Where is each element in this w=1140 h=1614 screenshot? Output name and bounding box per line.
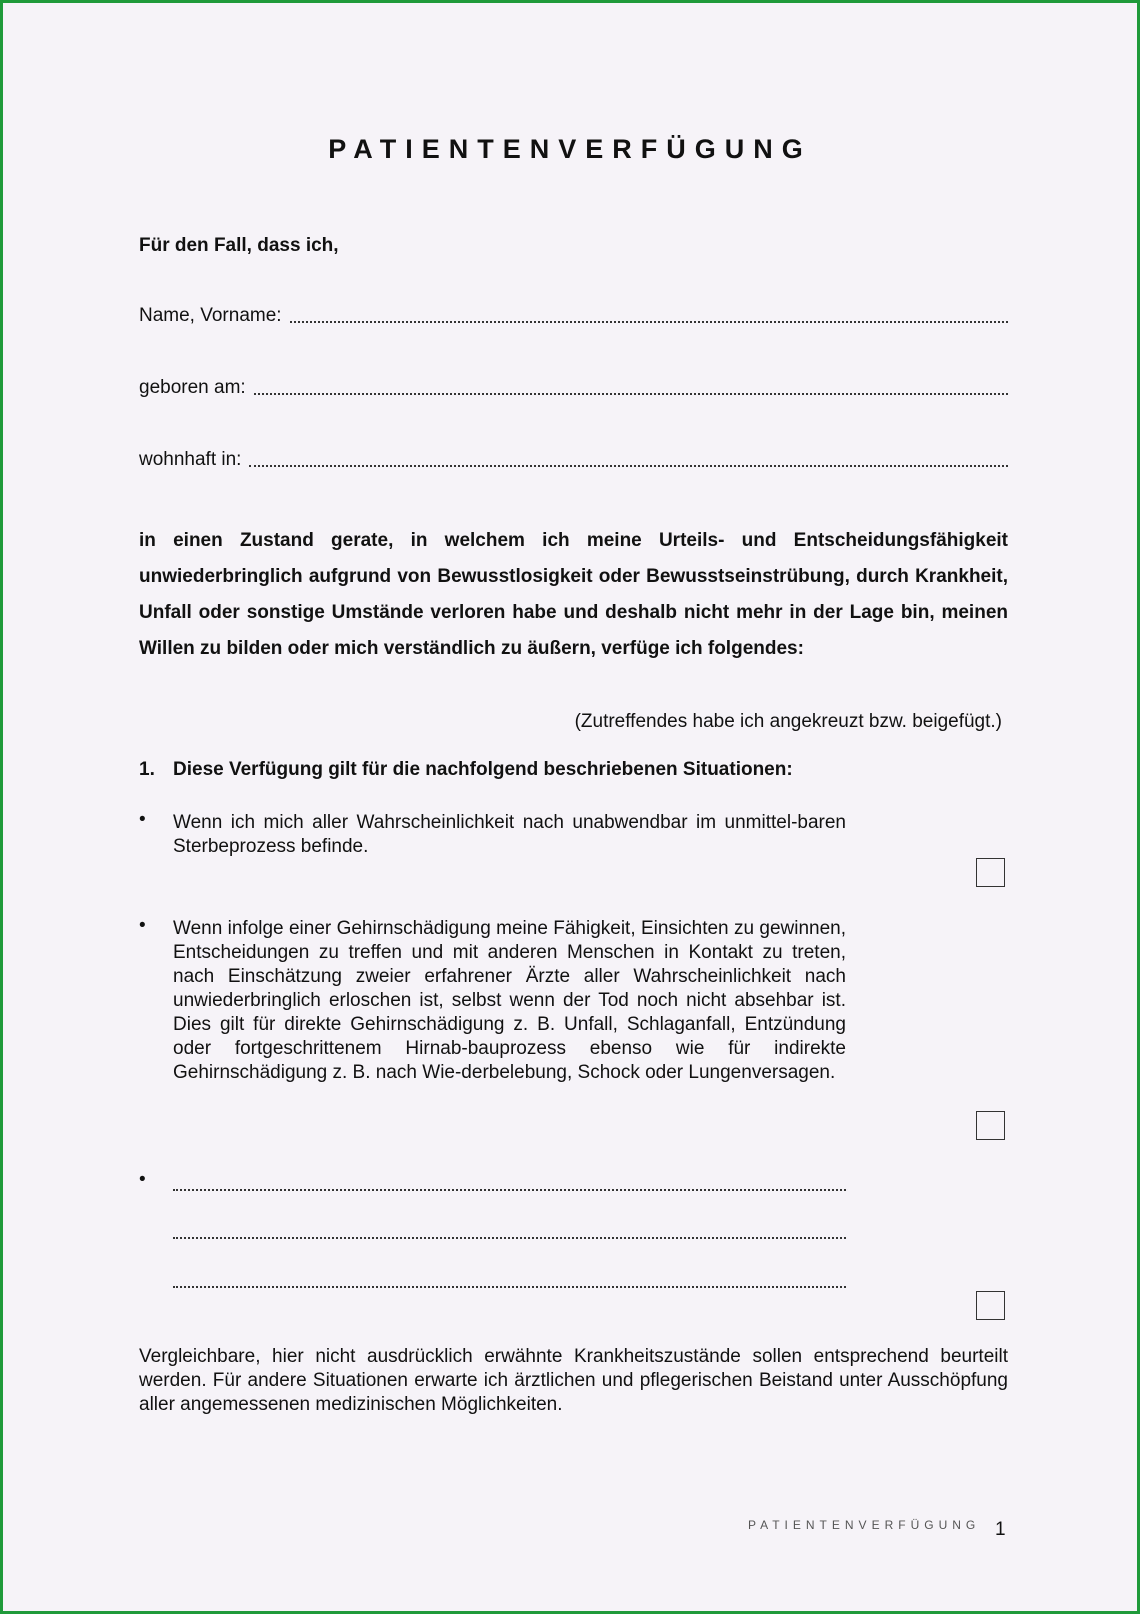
name-label: Name, Vorname:	[139, 305, 282, 326]
birthdate-field[interactable]	[139, 377, 1008, 399]
condition-paragraph: in einen Zustand gerate, in welchem ich meine Urteils- und Entscheidungsfähigkeit unwiederbringlich aufgrund von Bewusstlosigkeit oder Bewusstseinstrübung, durch Krankheit, Unfall oder sonstige Umstände verloren habe und deshalb nicht mehr in der Lage bin, meinen Willen zu bilden oder mich verständlich zu äußern, verfüge ich folgendes:	[139, 530, 1008, 659]
page-number: 1	[995, 1519, 1006, 1540]
residence-dotted-line[interactable]	[249, 464, 1008, 467]
situation-3-checkbox[interactable]	[976, 1291, 1005, 1320]
bullet-marker: •	[139, 1169, 146, 1190]
custom-situation-line-3[interactable]	[173, 1285, 846, 1288]
section-heading-text: Diese Verfügung gilt für die nachfolgend beschriebenen Situationen:	[173, 759, 793, 780]
document-title: PATIENTENVERFÜGUNG	[328, 134, 812, 164]
birthdate-label: geboren am:	[139, 377, 246, 398]
closing-paragraph: Vergleichbare, hier nicht ausdrücklich erwähnte Krankheitszustände sollen entsprechend beurteilt werden. Für andere Situationen erwarte ich ärztlichen und pflegerischen Beistand unter Ausschöpfung aller angemessenen medizinischen Möglichkeiten.	[139, 1346, 1008, 1415]
situation-1-checkbox[interactable]	[976, 858, 1005, 887]
name-dotted-line[interactable]	[290, 320, 1008, 323]
birthdate-dotted-line[interactable]	[254, 392, 1008, 395]
situation-2-checkbox[interactable]	[976, 1111, 1005, 1140]
section-1-heading	[139, 759, 793, 781]
residence-field[interactable]	[139, 449, 1008, 471]
situation-item-2: Wenn infolge einer Gehirnschädigung meine Fähigkeit, Einsichten zu gewinnen, Entscheidungen zu treffen und mit anderen Menschen in Kontakt zu treten, nach Einschätzung zweier erfahrener Ärzte aller Wahrscheinlichkeit nach unwiederbringlich erloschen ist, selbst wenn der Tod noch nicht absehbar ist. Dies gilt für direkte Gehirnschädigung z. B. Unfall, Schlaganfall, Entzündung oder fortgeschrittenem Hirnab-bauprozess ebenso wie für indirekte Gehirnschädigung z. B. nach Wie-derbelebung, Schock oder Lungenversagen.	[173, 918, 846, 1083]
running-footer-title: PATIENTENVERFÜGUNG	[748, 1518, 981, 1532]
instruction-note: (Zutreffendes habe ich angekreuzt bzw. beigefügt.)	[574, 711, 1002, 732]
section-number: 1.	[139, 759, 155, 780]
intro-text: Für den Fall, dass ich,	[139, 235, 339, 256]
custom-situation-line-2[interactable]	[173, 1236, 846, 1239]
bullet-marker: •	[139, 809, 146, 830]
residence-label: wohnhaft in:	[139, 449, 242, 470]
custom-situation-line-1[interactable]	[173, 1188, 846, 1191]
bullet-marker: •	[139, 915, 146, 936]
name-field[interactable]	[139, 305, 1008, 327]
situation-item-1: Wenn ich mich aller Wahrscheinlichkeit nach unabwendbar im unmittel-baren Sterbeprozess befinde.	[173, 812, 846, 857]
